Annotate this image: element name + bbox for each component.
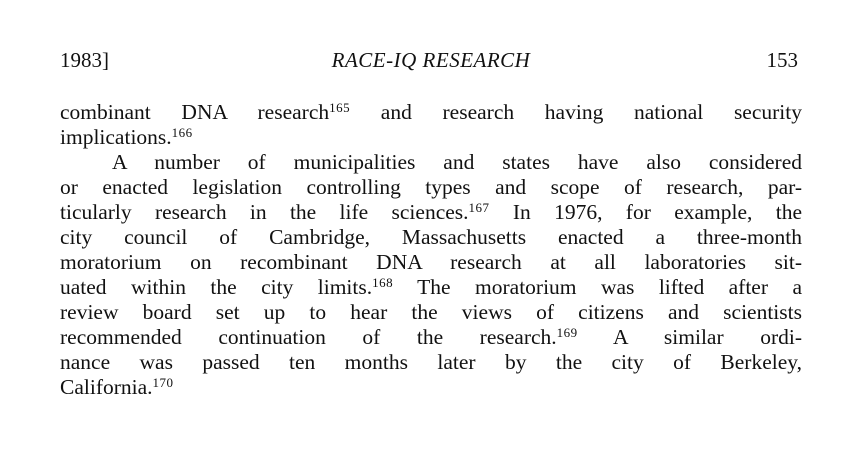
footnote-marker: 168 <box>372 275 394 290</box>
line-text: recommended continuation of the research. <box>60 325 557 349</box>
line-text: nance was passed ten months later by the city of Berkeley, <box>60 350 802 374</box>
text-line <box>60 225 802 250</box>
footnote-marker: 167 <box>468 200 490 215</box>
footnote-marker: 165 <box>329 100 351 115</box>
line-text: implications. <box>60 125 172 149</box>
footnote-marker: 169 <box>556 325 578 340</box>
document-page <box>60 44 802 400</box>
text-line <box>60 250 802 275</box>
text-line <box>60 325 802 350</box>
line-text: city council of Cambridge, Massachusetts enacted a three-month <box>60 225 802 249</box>
text-line <box>60 300 802 325</box>
paragraph <box>60 150 802 400</box>
text-line <box>60 350 802 375</box>
running-header <box>60 44 802 76</box>
line-text: A number of municipalities and states have also considered <box>112 150 802 174</box>
paragraph <box>60 100 802 150</box>
header-year: 1983] <box>60 48 109 72</box>
line-text: combinant DNA research <box>60 100 330 124</box>
line-text-continued: In 1976, for example, the <box>489 200 802 224</box>
line-text: moratorium on recombinant DNA research at all laboratories sit- <box>60 250 802 274</box>
line-text: ticularly research in the life sciences. <box>60 200 469 224</box>
line-text: review board set up to hear the views of citizens and scientists <box>60 300 802 324</box>
body-text <box>60 100 802 400</box>
footnote-marker: 166 <box>171 125 193 140</box>
text-line <box>60 175 802 200</box>
text-line <box>60 275 802 300</box>
header-page-number: 153 <box>766 48 798 72</box>
line-text-continued: The moratorium was lifted after a <box>393 275 802 299</box>
line-text-continued: and research having national security <box>350 100 802 124</box>
text-line <box>60 150 802 175</box>
line-text-continued: A similar ordi- <box>577 325 802 349</box>
footnote-marker: 170 <box>152 375 174 390</box>
header-running-title: RACE-IQ RESEARCH <box>331 48 531 72</box>
text-line <box>60 100 802 125</box>
line-text: California. <box>60 375 153 399</box>
text-line <box>60 125 802 150</box>
text-line <box>60 375 802 400</box>
text-line <box>60 200 802 225</box>
line-text: or enacted legislation controlling types and scope of research, par- <box>60 175 802 199</box>
line-text: uated within the city limits. <box>60 275 373 299</box>
